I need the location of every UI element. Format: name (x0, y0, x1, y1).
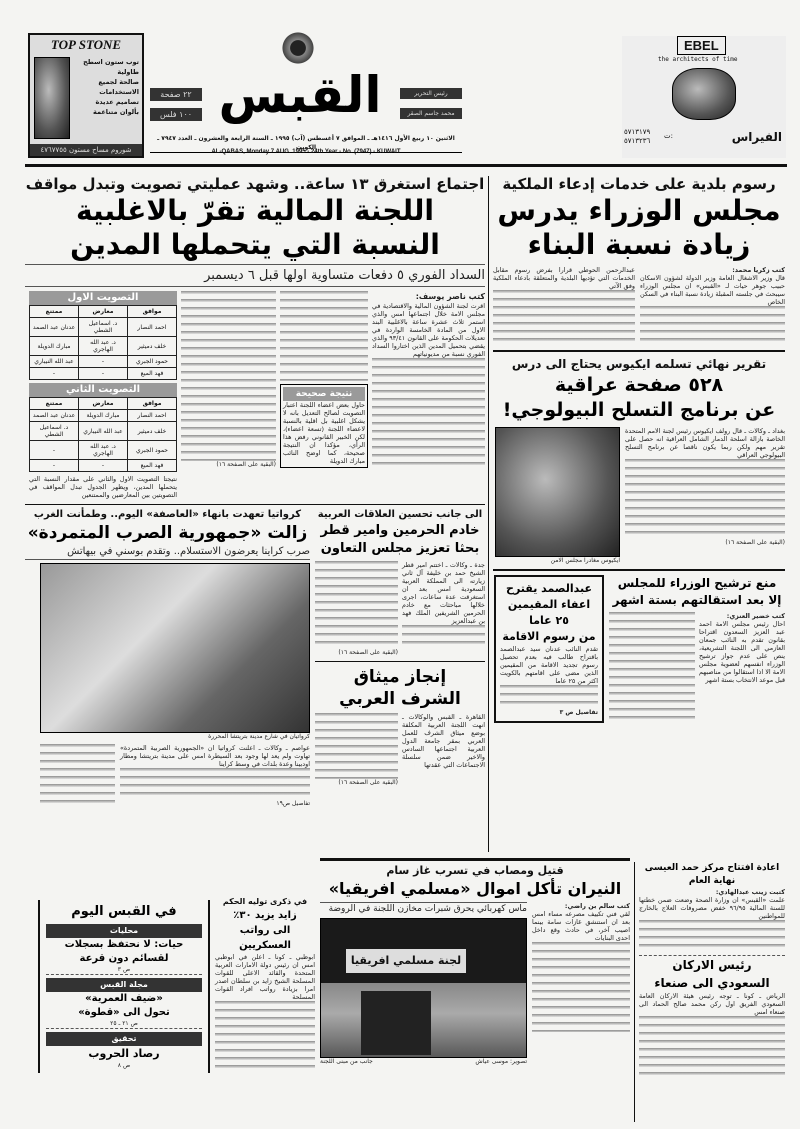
headline-line: إلا بعد استقالتهم بستة اشهر (612, 593, 782, 607)
zayed-body: ابوظبي ـ كونا ـ اعلن في ابوظبي امس ان رئيس دولة الامارات العربية المتحدة والقائد الاعلى للقوات المسلحة الشيخ زايد بن سلطان اصدر امرا بزيادة رواتب افراد القوات المسلحة (215, 953, 315, 1001)
headline-line: اعفاء المقيمين (507, 598, 591, 611)
croatia-col (25, 508, 310, 808)
table-row (30, 422, 177, 441)
zayed-title: في ذكرى توليه الحكم (222, 897, 308, 906)
table-cell: مبارك الدويلة (79, 410, 128, 422)
table-cell: عبد الله النيباري (79, 422, 128, 441)
right-area (493, 174, 785, 723)
column-header: موافق (128, 306, 177, 318)
abdulsamad-body: تقدم النائب عدنان سيد عبدالصمد باقتراح طالب فيه بعدم تحصيل رسوم تجديد الاقامة من المقيمين الذين مضى على اقامتهم بالكويت اكثر من ٢٥ عاما (500, 645, 598, 685)
ad-line: تصاميم عديدة (95, 98, 139, 106)
today-page: ص ٢١ ـ ٢٥ (46, 1020, 202, 1029)
right-body-1: علمت «القبس» ان وزارة الصحة وضعت ضمن خطتها للسنة المالية ٩٦/٩٥ خفض مصروفات العلاج بالخارج للمواطنين (639, 896, 785, 920)
table-cell: مبارك الدويلة (30, 337, 79, 356)
table-row (30, 441, 177, 460)
headline-line: الى رواتب العسكريين (239, 925, 291, 951)
ad-line: بألوان متناغمة (93, 108, 139, 116)
headline-line: من رسوم الاقامة (502, 630, 596, 643)
ministers-headline (609, 575, 785, 609)
divider (634, 862, 635, 1122)
vote-tables (29, 291, 177, 499)
ministers-byline: كتب خضير العنزي: (726, 612, 785, 620)
fire-photo (320, 918, 527, 1058)
lead-kicker: اجتماع استغرق ١٣ ساعة.. وشهد عمليتي تصويت وتبدل مواقف (25, 175, 485, 193)
today-headline: رصاد الحروب (88, 1047, 160, 1060)
table-cell: د. اسماعيل الشطي (79, 318, 128, 337)
date-english: AL-QABAS, Monday 7 AUG. 1995 - 24th Year - No. (7947) - KUWAIT (211, 149, 401, 155)
ekeus-continued: (البقية على الصفحة ١٦) (725, 539, 785, 546)
table-cell: خلف دميثير (128, 422, 177, 441)
ministers-body-col (609, 612, 695, 722)
cabinet-body-col (493, 290, 635, 346)
ad-footer: شوروم مساح مستون ٤٧٦٧٧٥٥ (30, 144, 142, 156)
honour-continued: (البقية على الصفحة ١٦) (338, 779, 398, 786)
middle-columns (25, 508, 485, 808)
table-cell: - (79, 356, 128, 368)
cabinet-body-col (640, 306, 785, 346)
column-header: ممتنع (30, 306, 79, 318)
croatia-caption: كرواتيان في شارع مدينة بتريتشا المحررة (208, 733, 310, 740)
croatia-kicker: كرواتيا تعهدت بانهاء «العاصفة» اليوم.. وطمأنت الغرب (33, 509, 302, 520)
table-cell: عدنان عبد الصمد (30, 410, 79, 422)
building-sign: لجنة مسلمي افريقيا (346, 949, 466, 973)
vote2-title: التصويت الثاني (29, 383, 177, 397)
honour-headline (315, 666, 485, 710)
table-cell: عدنان عبد الصمد (30, 318, 79, 337)
croatia-headline: زالت «جمهورية الصرب المتمردة» (27, 523, 308, 543)
ad-phone: ٥٧١٣١٧٩ (624, 128, 651, 136)
photo-credit: تصوير: موسى عياش (475, 1058, 527, 1065)
ad-product-image (34, 57, 70, 139)
sidebar-box (280, 384, 368, 468)
divider (25, 504, 485, 505)
lead-body: اقرت لجنة الشؤون المالية والاقتصادية في مجلس الامة خلال اجتماعها امس والذي استمر ثلاث عشرة ساعة بالاغلبية البند الاول من المادة الخامسة الواردة في تعديلات الحكومة على القانون ٩٣/٤١ والذي يقضي بتحميل المدين الذين اختاروا السداد الفوري نسبة من مديونياتهم (372, 302, 485, 358)
editor-label: رئيس التحرير (400, 88, 462, 99)
date-arabic: الاثنين ١٠ ربيع الأول ١٤١٦هـ ـ الموافق ٧ أغسطس (آب) ١٩٩٥ ـ السنة الرابعة والعشرون ـ العدد ٧٩٤٧ ـ الكويت (150, 134, 462, 153)
table-row (30, 318, 177, 337)
today-page: ص ٨ (117, 1062, 131, 1069)
honour-body: القاهرة ـ القبس والوكالات ـ انهت اللجنة العربية المكلفة بوضع ميثاق الشرف للعمل العربي بمقر جامعة الدول العربية اجتماعها السادس والاخير ضمن سلسلة الاجتماعات التي عقدتها (402, 713, 485, 769)
table-cell: - (30, 460, 79, 472)
table-cell: د. عبد الله الهاجري (79, 337, 128, 356)
table-cell: د. اسماعيل الشطي (30, 422, 79, 441)
table-cell: فهد الميع (128, 368, 177, 380)
croatia-body-col (120, 768, 310, 800)
ad-ebel (622, 36, 786, 158)
ministers-body: احال رئيس مجلس الامة احمد عبد العزيز السعدون اقتراحا بقانون تقدم به النائب جمعان العازمي الى اللجنة التشريعية، ينص على عدم جواز ترشيح الوزراء انفسهم لعضوية مجلس الامة الا اذا استقالوا من مناصبهم قبل موعد الانتخاب بستة اشهر (699, 620, 785, 684)
cabinet-byline: كتب زكريا محمد: (732, 266, 785, 274)
table-cell: حمود الجبري (128, 356, 177, 368)
table-cell: - (30, 368, 79, 380)
ekeus-photo (495, 427, 620, 557)
fire-headline: النيران تأكل اموال «مسلمي افريقيا» (328, 879, 622, 898)
lead-body-col (280, 291, 368, 381)
ad-line: صالحة لجميع الاستخدامات (98, 78, 139, 96)
gulf-body-col (402, 625, 485, 649)
divider (493, 350, 785, 352)
abdulsamad-body-col (500, 685, 598, 709)
table-cell: خلف دميثير (128, 337, 177, 356)
ad-phone-label: ت: (664, 132, 673, 140)
lead-continued: (البقية على الصفحة ١٦) (216, 461, 276, 468)
fire-caption: جانب من مبنى اللجنة (320, 1058, 373, 1065)
table-row (30, 368, 177, 380)
today-headline: تحول الى «قطوة» (78, 1007, 170, 1018)
headline-line: زايد يزيد ٣٠٪ (233, 910, 297, 921)
headline-line: السعودي الى صنعاء (654, 976, 770, 990)
today-page: ص ٣ (46, 966, 202, 975)
divider (488, 176, 489, 852)
croatia-subhead: صرب كراينا يعرضون الاستسلام.. وتقدم بوسني في بيهاتش (25, 545, 310, 560)
vote2-table (29, 397, 177, 472)
fire-byline: كتب سالم بن راضي: (564, 902, 630, 910)
table-cell: حمود الجبري (128, 441, 177, 460)
headline-line: عن برنامج التسلح البيولوجي! (502, 399, 776, 421)
zayed-body-col (215, 1001, 315, 1071)
today-band: مجلة القبس (46, 978, 202, 992)
table-row (30, 460, 177, 472)
ekeus-body-col (625, 459, 785, 539)
gulf-honour-col (315, 508, 485, 787)
abdulsamad-continued: تفاصيل ص ٣ (559, 709, 598, 716)
right-headline-1: اعادة افتتاح مركز حمد العيسى نهاية العام (644, 863, 780, 886)
zayed-story (215, 896, 315, 1071)
gulf-body: جدة ـ وكالات ـ اختتم امير قطر الشيخ حمد بن خليفة آل ثاني زيارته الى المملكة العربية السعودية امس بعد ان استغرقت عدة ساعات، اجرى خلالها مباحثات مع خادم الحرمين الشريفين الملك فهد بن عبدالعزيز (402, 561, 485, 625)
gate (361, 991, 431, 1055)
table-note: نتيجتا التصويت الاول والثاني على مقدار النسبة التي يتحملها المدين، ويظهر الجدول تبدل المواقف في التصويتين بين المعارضين والممتنعين (29, 475, 177, 499)
column-header: ممتنع (30, 398, 79, 410)
lead-headline (25, 194, 485, 262)
divider (493, 569, 785, 571)
fire-story (320, 858, 630, 1066)
today-band: تحقيق (46, 1032, 202, 1046)
right-body-col (639, 920, 785, 952)
vote1-title: التصويت الاول (29, 291, 177, 305)
today-band: محليات (46, 924, 202, 938)
zayed-headline (215, 908, 315, 953)
abdulsamad-box (494, 575, 604, 723)
headline-line: منع ترشيح الوزراء للمجلس (617, 576, 777, 590)
table-cell: عبد الله النيباري (30, 356, 79, 368)
headline-line: بحثا تعزيز مجلس التعاون (320, 541, 480, 556)
headline-line: ٢٥ عاما (529, 614, 569, 627)
ad-line: توب ستون اسطح طاولية (83, 58, 139, 76)
column-header: موافق (128, 398, 177, 410)
headline-line: النسبة التي يتحملها المدين (70, 228, 440, 261)
table-row (30, 337, 177, 356)
lead-subhead: السداد الفوري ٥ دفعات متساوية اولها قبل ٦ ديسمبر (25, 264, 485, 287)
table-cell: - (79, 368, 128, 380)
headline-line: خادم الحرمين وامير قطر (320, 523, 480, 538)
right-body-2: الرياض ـ كونا ـ توجه رئيس هيئة الاركان العامة السعودي الفريق اول ركن محمد صالح الحماد الى صنعاء امس (639, 992, 785, 1016)
ekeus-body: بغداد ـ وكالات ـ قال رولف ايكيوس رئيس لجنة الامم المتحدة الخاصة بازالة اسلحة الدمار الشامل العراقية انه حصل على تقرير مهم ولكن ربما يكون ناقصا عن برنامج التسلح البيولوجي العراقي (625, 427, 785, 459)
table-cell: فهد الميع (128, 460, 177, 472)
divider (320, 858, 630, 861)
table-cell: احمد النصار (128, 410, 177, 422)
gulf-body-col (315, 561, 398, 649)
ekeus-caption: ايكيوس مغادرا مجلس الامن (550, 557, 620, 564)
ornament-icon (280, 30, 316, 66)
table-row (30, 356, 177, 368)
gulf-continued: (البقية على الصفحة ١٦) (338, 649, 398, 656)
right-bottom-col (639, 862, 785, 1076)
fire-body: لقي فني تكييف مصرعه مساء امس بعد ان استنشق غازات سامة بينما اصيب آخر، في حادث وقع داخل احدى البنايات (532, 910, 630, 942)
ekeus-kicker: تقرير نهائي تسلمه ايكيوس يحتاج الى درس (511, 357, 767, 371)
column-header: معارض (79, 398, 128, 410)
cabinet-body-2: عبدالرحمن الحوطي قرارا بفرض رسوم مقابل الخدمات التي تؤديها البلدية والمتعلقة بادعاء الملكية وفق الآتي (493, 266, 635, 290)
table-cell: - (79, 460, 128, 472)
lead-byline: كتب ناصر يوسف: (415, 292, 485, 301)
editor-name: محمد جاسم الصقر (400, 108, 462, 119)
box-title: نتيجة صحيحة (283, 387, 365, 401)
right-byline: كتبت زينب عبدالهادي: (715, 888, 785, 896)
today-headline: حيات: لا نحتفظ بسجلات (64, 939, 184, 950)
table-cell: د. عبد الله الهاجري (79, 441, 128, 460)
ad-brand: EBEL (677, 36, 726, 55)
page-count: ٢٢ صفحة (150, 88, 202, 101)
watch-image (672, 68, 736, 120)
headline-line: عبدالصمد يقترح (506, 582, 592, 595)
left-area (25, 174, 485, 808)
price: ١٠٠ فلس (150, 108, 202, 121)
today-title: في القبس اليوم (71, 904, 177, 919)
vote1-table (29, 305, 177, 380)
table-cell: احمد النصار (128, 318, 177, 337)
fire-body-col (532, 942, 630, 1032)
headline-line: اللجنة المالية تقرّ بالاغلبية (75, 194, 435, 227)
column-header: معارض (79, 306, 128, 318)
today-headline: «ضيف العمرية» (85, 993, 163, 1004)
ad-tagline: the architects of time (658, 56, 738, 63)
headline-line: إنجاز ميثاق (353, 667, 447, 687)
cabinet-headline (493, 194, 785, 262)
ekeus-headline (493, 373, 785, 423)
lead-columns (25, 291, 485, 499)
headline-line: الشرف العربي (339, 689, 461, 709)
right-body-col (639, 1016, 785, 1076)
croatia-photo (40, 563, 310, 733)
lead-body-col (372, 358, 485, 468)
today-headline: لقسائم دون قرعة (79, 953, 169, 964)
in-qabas-today-box (38, 900, 210, 1073)
ad-top-stone (28, 33, 144, 158)
table-row (30, 410, 177, 422)
ad-dealer: الفيراس (731, 130, 782, 144)
headline-line: ٥٢٨ صفحة عراقية (554, 374, 724, 396)
newspaper-logo: القبس (218, 66, 382, 124)
headline-line: مجلس الوزراء يدرس (497, 194, 781, 227)
croatia-continued: تفاصيل ص١٩ (276, 800, 310, 807)
gulf-kicker: الى جانب تحسين العلاقات العربية (317, 509, 483, 520)
divider (315, 661, 485, 662)
honour-body-col (315, 713, 398, 779)
box-body: حاول بعض اعضاء اللجنة اعتبار التصويت لصالح التعديل بانه لا يشكل اغلبية بل اقلية بالنسبة لاعضاء اللجنة (تسعة اعضاء)، لكن الخبير القانوني رفض هذا الرأي، مؤكدا ان النتيجة صحيحة، كما اوضح النائب مبارك الدويلة (283, 401, 365, 465)
ad-phone: ٥٧١٣٢٣٦ (624, 137, 651, 145)
cabinet-kicker: رسوم بلدية على خدمات إدعاء الملكية (502, 175, 776, 193)
fire-subhead: ماس كهربائي يحرق شبرات مخازن اللجنة في الروضة (320, 902, 527, 916)
table-cell: - (30, 441, 79, 460)
fire-kicker: قتيل ومصاب في تسرب غاز سام (386, 864, 564, 877)
headline-line: زيادة نسبة البناء (527, 228, 751, 261)
gulf-headline (315, 522, 485, 558)
ad-brand: TOP STONE (50, 37, 122, 52)
croatia-body-col (40, 744, 115, 808)
headline-line: رئيس الاركان (672, 958, 752, 972)
cabinet-body: قال وزير الاشغال العامة وزير الدولة لشؤون الاسكان حبيب جوهر حيات لـ «القبس» ان مجلس الوزراء سيبحث في جلسته المقبلة زيادة نسبة البناء في السكن الخاص (640, 274, 785, 306)
masthead-rule (25, 164, 787, 167)
lead-body-col (181, 291, 276, 461)
croatia-body: عواصم ـ وكالات ـ اعلنت كرواتيا ان «الجمهورية الصربية المتمردة» تهاوت ولم يعد لها وجود بعد السيطرة امس على مدينة بتريتشا ومطار اودبينا وعدة بلدات في وسط كراينا (120, 744, 310, 768)
